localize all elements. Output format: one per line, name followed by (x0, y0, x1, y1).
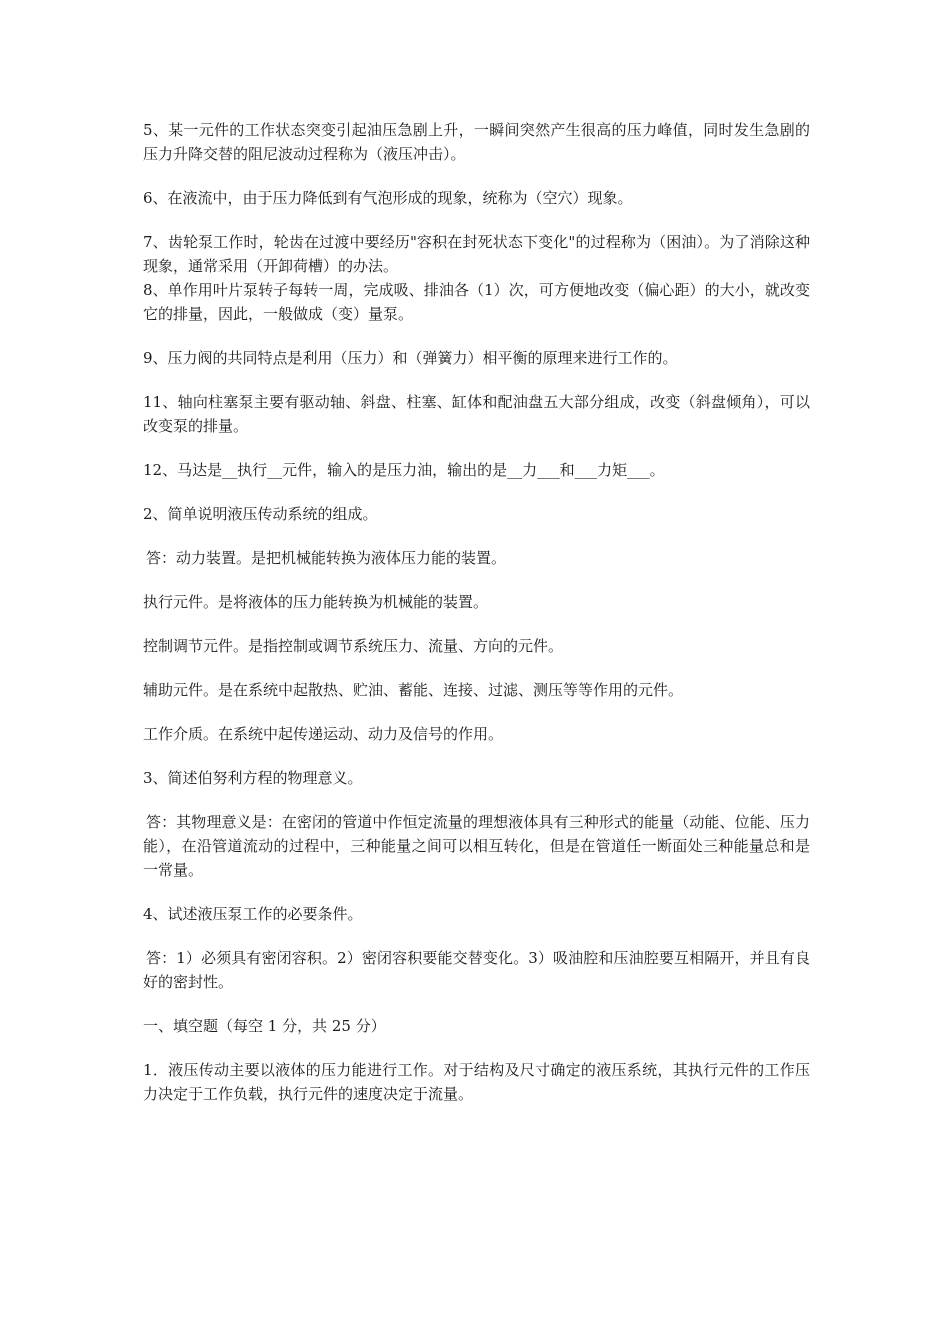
answer-3: 答：其物理意义是：在密闭的管道中作恒定流量的理想液体具有三种形式的能量（动能、位能、压力能），在沿管道流动的过程中，三种能量之间可以相互转化，但是在管道任一断面处三种能量总和是一常量。 (143, 813, 810, 879)
answer-4: 答：1）必须具有密闭容积。2）密闭容积要能交替变化。3）吸油腔和压油腔要互相隔开，并且有良好的密封性。 (143, 949, 810, 991)
answer-2-control: 控制调节元件。是指控制或调节系统压力、流量、方向的元件。 (143, 637, 564, 655)
paragraph-q9: 9、压力阀的共同特点是利用（压力）和（弹簧力）相平衡的原理来进行工作的。 (143, 349, 678, 367)
paragraph-q12: 12、马达是__执行__元件，输入的是压力油，输出的是__力___和___力矩___。 (143, 461, 665, 479)
question-3-heading: 3、简述伯努利方程的物理意义。 (143, 769, 363, 787)
paragraph-fill-1: 1．液压传动主要以液体的压力能进行工作。对于结构及尺寸确定的液压系统，其执行元件的工作压力决定于工作负载，执行元件的速度决定于流量。 (143, 1061, 810, 1103)
paragraph-q8: 8、单作用叶片泵转子每转一周，完成吸、排油各（1）次，可方便地改变（偏心距）的大小，就改变它的排量，因此，一般做成（变）量泵。 (143, 281, 810, 323)
section-heading-fill-blank: 一、填空题（每空 1 分，共 25 分） (143, 1017, 386, 1035)
paragraph-q5: 5、某一元件的工作状态突变引起油压急剧上升，一瞬间突然产生很高的压力峰值，同时发生急剧的压力升降交替的阻尼波动过程称为（液压冲击）。 (143, 121, 810, 163)
answer-2-power-unit: 答：动力装置。是把机械能转换为液体压力能的装置。 (146, 549, 507, 567)
question-2-heading: 2、简单说明液压传动系统的组成。 (143, 505, 378, 523)
document-body (143, 118, 810, 1106)
answer-2-medium: 工作介质。在系统中起传递运动、动力及信号的作用。 (143, 725, 504, 743)
paragraph-q6: 6、在液流中，由于压力降低到有气泡形成的现象，统称为（空穴）现象。 (143, 189, 633, 207)
answer-2-actuator: 执行元件。是将液体的压力能转换为机械能的装置。 (143, 593, 489, 611)
question-4-heading: 4、试述液压泵工作的必要条件。 (143, 905, 363, 923)
paragraph-q11: 11、轴向柱塞泵主要有驱动轴、斜盘、柱塞、缸体和配油盘五大部分组成，改变（斜盘倾角），可以改变泵的排量。 (143, 393, 810, 435)
paragraph-q7: 7、齿轮泵工作时，轮齿在过渡中要经历"容积在封死状态下变化"的过程称为（困油）。为了消除这种现象，通常采用（开卸荷槽）的办法。 (143, 233, 810, 275)
answer-2-auxiliary: 辅助元件。是在系统中起散热、贮油、蓄能、连接、过滤、测压等等作用的元件。 (143, 681, 684, 699)
